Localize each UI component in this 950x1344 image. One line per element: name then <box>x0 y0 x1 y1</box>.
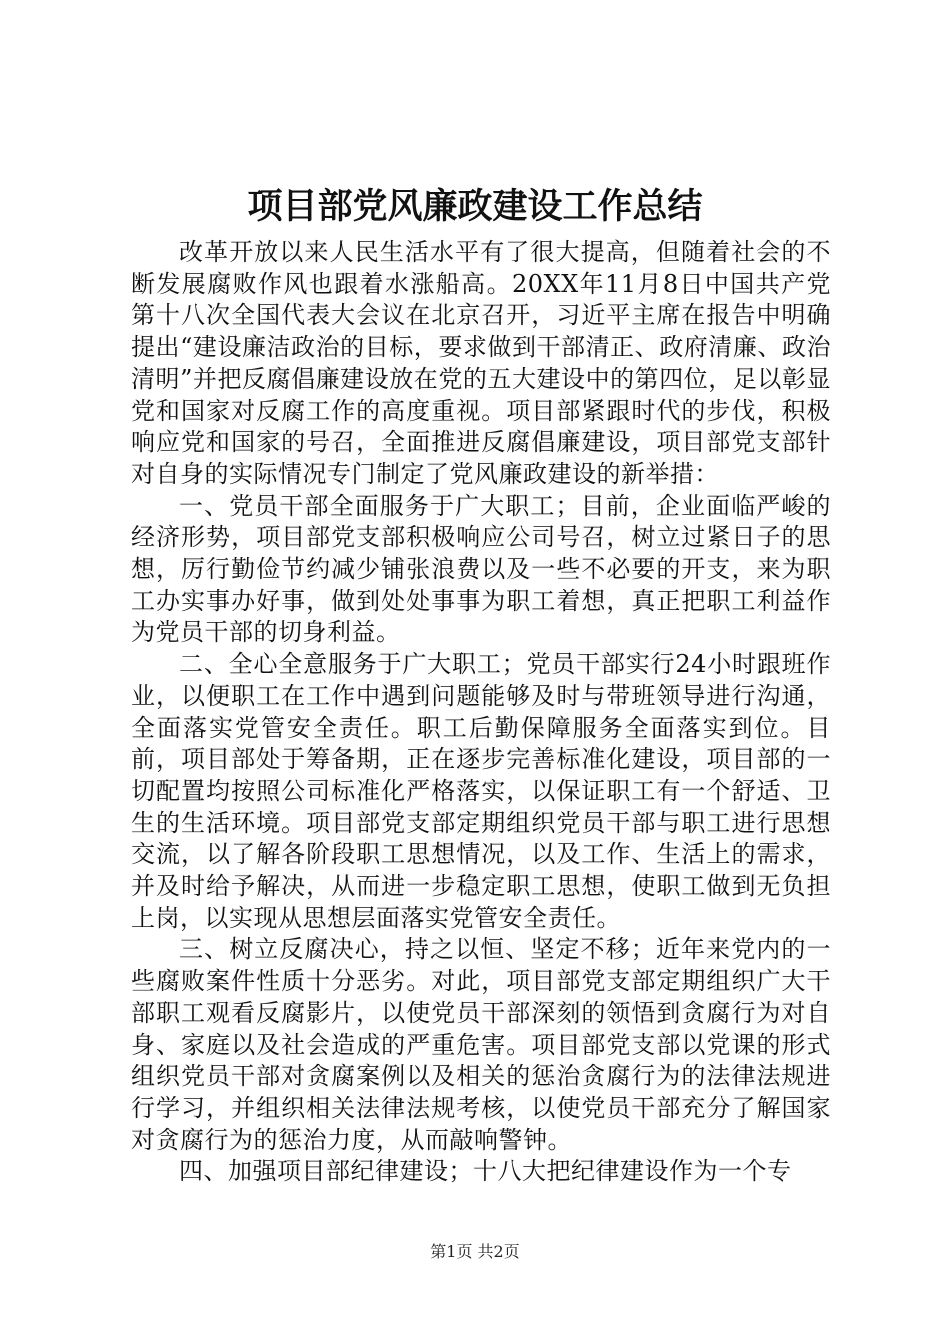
document-body <box>131 237 831 1188</box>
document-title: 项目部党风廉政建设工作总结 <box>247 186 703 227</box>
page-number-footer: 第1页 共2页 <box>430 1242 520 1261</box>
paragraph-point-3: 三、树立反腐决心，持之以恒、坚定不移；近年来党内的一些腐败案件性质十分恶劣。对此，项目部党支部定期组织广大干部职工观看反腐影片，以使党员干部深刻的领悟到贪腐行为对自身、家庭以及社会造成的严重危害。项目部党支部以党课的形式组织党员干部对贪腐案例以及相关的惩治贪腐行为的法律法规进行学习，并组织相关法律法规考核，以使党员干部充分了解国家对贪腐行为的惩治力度，从而敲响警钟。 <box>131 935 831 1154</box>
paragraph-intro: 改革开放以来人民生活水平有了很大提高，但随着社会的不断发展腐败作风也跟着水涨船高。20XX年11月8日中国共产党第十八次全国代表大会议在北京召开，习近平主席在报告中明确提出“建设廉洁政治的目标，要求做到干部清正、政府清廉、政治清明”并把反腐倡廉建设放在党的五大建设中的第四位，足以彰显党和国家对反腐工作的高度重视。项目部紧跟时代的步伐，积极响应党和国家的号召，全面推进反腐倡廉建设，项目部党支部针对自身的实际情况专门制定了党风廉政建设的新举措： <box>131 238 831 488</box>
paragraph-point-1: 一、党员干部全面服务于广大职工；目前，企业面临严峻的经济形势，项目部党支部积极响应公司号召，树立过紧日子的思想，厉行勤俭节约减少铺张浪费以及一些不必要的开支，来为职工办实事办好事，做到处处事事为职工着想，真正把职工利益作为党员干部的切身利益。 <box>131 491 831 647</box>
paragraph-point-4: 四、加强项目部纪律建设；十八大把纪律建设作为一个专 <box>179 1157 792 1186</box>
paragraph-point-2: 二、全心全意服务于广大职工；党员干部实行24小时跟班作业，以便职工在工作中遇到问题能够及时与带班领导进行沟通，全面落实党管安全责任。职工后勤保障服务全面落实到位。目前，项目部处于筹备期，正在逐步完善标准化建设，项目部的一切配置均按照公司标准化严格落实，以保证职工有一个舒适、卫生的生活环境。项目部党支部定期组织党员干部与职工进行思想交流，以了解各阶段职工思想情况，以及工作、生活上的需求，并及时给予解决，从而进一步稳定职工思想，使职工做到无负担上岗，以实现从思想层面落实党管安全责任。 <box>131 650 831 932</box>
